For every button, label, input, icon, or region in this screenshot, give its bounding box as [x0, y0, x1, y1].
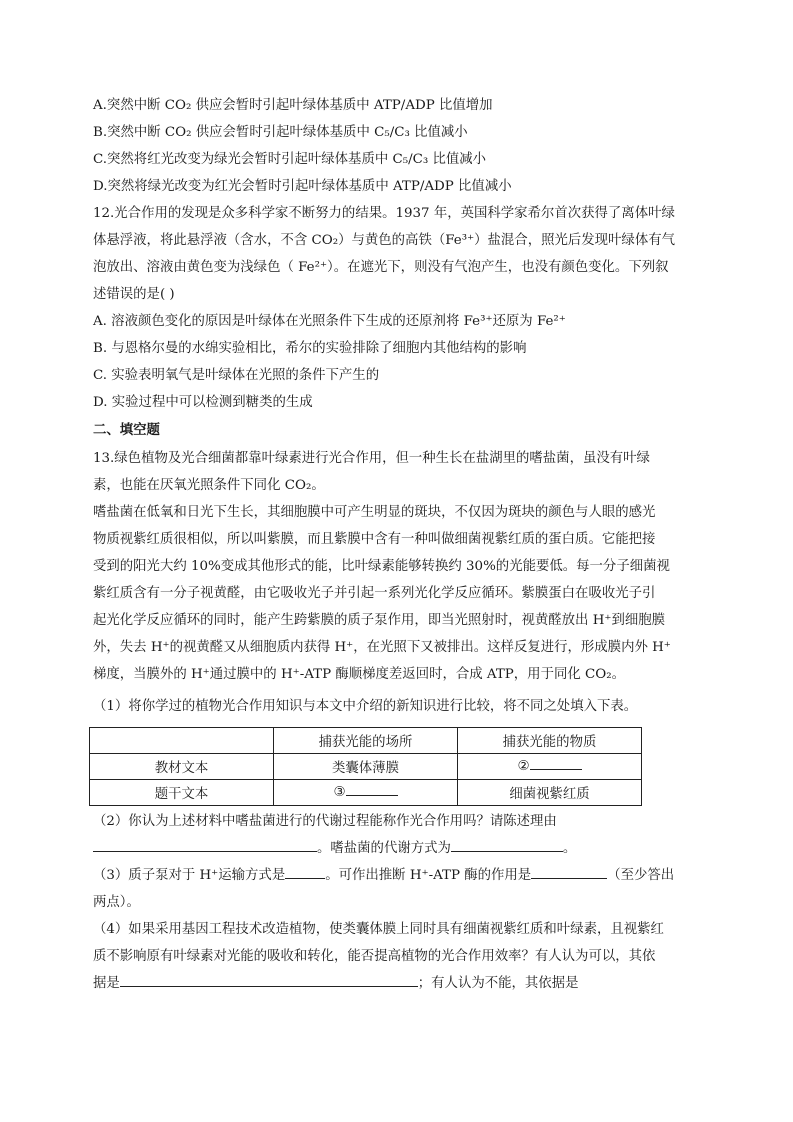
table-row	[90, 780, 642, 806]
question-12-line-2: 体悬浮液，将此悬浮液（含水，不含 CO₂）与黄色的高铁（Fe³⁺）盐混合，照光后发现叶绿体有气	[93, 233, 675, 248]
table-row	[90, 754, 642, 780]
question-12-line-1: 12.光合作用的发现是众多科学家不断努力的结果。1937 年，英国科学家希尔首次获得了离体叶绿	[93, 206, 675, 221]
passage-line-7: 梯度，当膜外的 H⁺通过膜中的 H⁺-ATP 酶顺梯度差返回时，合成 ATP，用于同化 CO₂。	[93, 667, 625, 682]
question-13-line-2: 素，也能在厌氧光照条件下同化 CO₂。	[93, 478, 325, 493]
option-b-q11: B.突然中断 CO₂ 供应会暂时引起叶绿体基质中 C₅/C₃ 比值减小	[93, 125, 468, 140]
question-13-line-1: 13.绿色植物及光合细菌都靠叶绿素进行光合作用，但一种生长在盐湖里的嗜盐菌，虽没有叶绿	[93, 451, 650, 466]
passage-line-3: 受到的阳光大约 10%变成其他形式的能，比叶绿素能够转换约 30%的光能要低。每一分子细菌视	[93, 559, 670, 574]
sub-question-4-line-1: （4）如果采用基因工程技术改造植物，使类囊体膜上同时具有细菌视紫红质和叶绿素，且视紫红	[93, 922, 664, 937]
comparison-table	[89, 727, 642, 806]
table-header-cell: 捕获光能的物质	[458, 728, 642, 754]
section-heading-fill-blank: 二、填空题	[93, 423, 160, 438]
answer-blank[interactable]	[285, 878, 325, 879]
option-a-q11: A.突然中断 CO₂ 供应会暂时引起叶绿体基质中 ATP/ADP 比值增加	[93, 98, 493, 113]
option-d-q11: D.突然将绿光改变为红光会暂时引起叶绿体基质中 ATP/ADP 比值减小	[93, 179, 512, 194]
table-cell-blank-2[interactable]: ②	[458, 754, 642, 780]
table-cell: 类囊体薄膜	[274, 754, 458, 780]
table-header-row	[90, 728, 642, 754]
option-b-q12: B. 与恩格尔曼的水绵实验相比，希尔的实验排除了细胞内其他结构的影响	[93, 341, 527, 356]
passage-line-5: 起光化学反应循环的同时，能产生跨紫膜的质子泵作用，即当光照射时，视黄醛放出 H⁺到细胞膜	[93, 613, 666, 628]
option-c-q11: C.突然将红光改变为绿光会暂时引起叶绿体基质中 C₅/C₃ 比值减小	[93, 152, 487, 167]
passage-line-4: 紫红质含有一分子视黄醛，由它吸收光子并引起一系列光化学反应循环。紫膜蛋白在吸收光子引	[93, 586, 656, 601]
answer-blank[interactable]	[93, 851, 317, 852]
table-header-cell: 捕获光能的场所	[274, 728, 458, 754]
question-12-line-4: 述错误的是( )	[93, 287, 175, 302]
passage-line-1: 嗜盐菌在低氧和日光下生长，其细胞膜中可产生明显的斑块，不仅因为斑块的颜色与人眼的感光	[93, 505, 656, 520]
answer-blank[interactable]	[531, 878, 607, 879]
table-cell: 题干文本	[90, 780, 274, 806]
passage-line-2: 物质视紫红质很相似，所以叫紫膜，而且紫膜中含有一种叫做细菌视紫红质的蛋白质。它能把接	[93, 532, 656, 547]
sub-question-2-answer-line: 。嗜盐菌的代谢方式为 。	[93, 839, 576, 859]
table-header-cell	[90, 728, 274, 754]
table-cell-blank-3[interactable]: ③	[274, 780, 458, 806]
option-c-q12: C. 实验表明氧气是叶绿体在光照的条件下产生的	[93, 368, 380, 383]
sub-question-3-line-2: 两点）。	[93, 895, 140, 910]
answer-blank[interactable]	[120, 986, 418, 987]
question-12-line-3: 泡放出、溶液由黄色变为浅绿色（ Fe²⁺）。在遮光下，则没有气泡产生，也没有颜色变化。下列叙	[93, 260, 669, 275]
sub-question-1: （1）将你学过的植物光合作用知识与本文中介绍的新知识进行比较，将不同之处填入下表。	[93, 699, 638, 714]
sub-question-4-line-3: 据是 ；有人认为不能，其依据是	[93, 976, 579, 991]
sub-question-2: （2）你认为上述材料中嗜盐菌进行的代谢过程能称作光合作用吗？请陈述理由	[93, 814, 557, 829]
passage-line-6: 外，失去 H⁺的视黄醛又从细胞质内获得 H⁺，在光照下又被排出。这样反复进行，形成膜内外 H⁺	[93, 640, 671, 655]
table-cell: 细菌视紫红质	[458, 780, 642, 806]
table-cell: 教材文本	[90, 754, 274, 780]
sub-question-3: （3）质子泵对于 H⁺运输方式是 。可作出推断 H⁺-ATP 酶的作用是 （至少答出	[93, 868, 675, 883]
answer-blank[interactable]	[451, 851, 563, 852]
option-a-q12: A. 溶液颜色变化的原因是叶绿体在光照条件下生成的还原剂将 Fe³⁺还原为 Fe²⁺	[93, 314, 566, 329]
option-d-q12: D. 实验过程中可以检测到糖类的生成	[93, 395, 313, 410]
sub-question-4-line-2: 质不影响原有叶绿素对光能的吸收和转化，能否提高植物的光合作用效率？有人认为可以，其依	[93, 949, 656, 964]
